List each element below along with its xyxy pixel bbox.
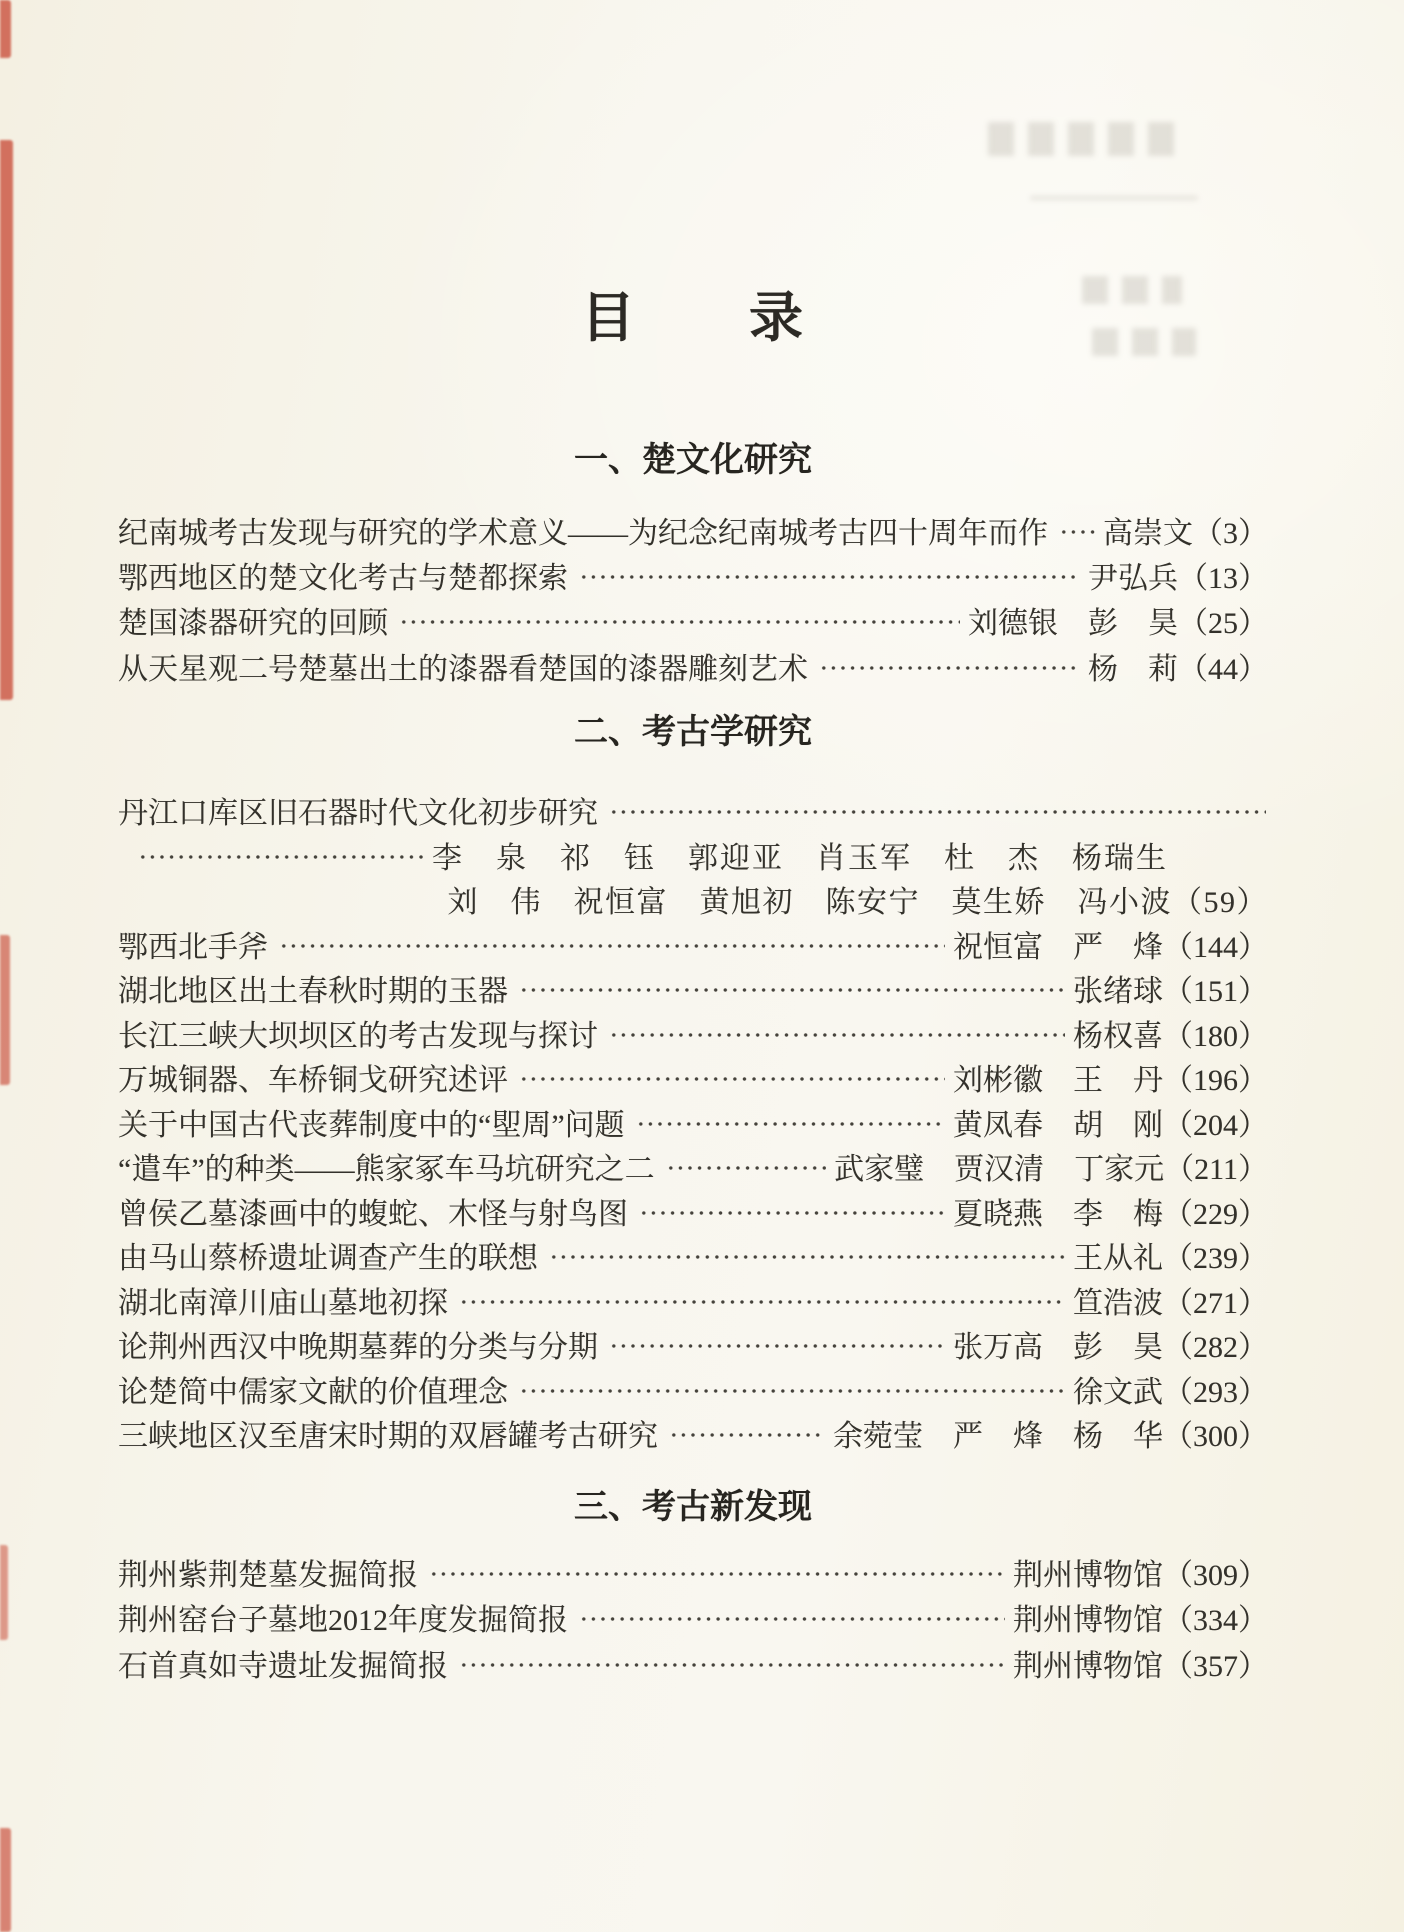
dot-leader [1057, 526, 1095, 538]
toc-entry [118, 788, 1268, 833]
dot-leader [817, 662, 1080, 674]
toc-entry-authors-page: 王从礼（239） [1073, 1242, 1268, 1276]
toc-entry-authors-page: 余菀莹 严 烽 杨 华（300） [833, 1420, 1268, 1454]
dot-leader [517, 984, 1065, 996]
toc-entry-title: 从天星观二号楚墓出土的漆器看楚国的漆器雕刻艺术 [118, 652, 808, 686]
toc-entry [118, 1322, 1268, 1367]
toc-entry-title: 荆州窑台子墓地2012年度发掘简报 [118, 1604, 568, 1638]
toc-entry-title: 论楚简中儒家文献的价值理念 [118, 1375, 508, 1409]
toc-entry-authors-page: 徐文武（293） [1073, 1375, 1268, 1409]
toc-entry-title: 纪南城考古发现与研究的学术意义——为纪念纪南城考古四十周年而作 [118, 516, 1048, 550]
page-title: 目 录 [581, 288, 805, 348]
scan-edge-mark [0, 1828, 11, 1932]
toc-entry-authors-page: 尹弘兵（13） [1088, 562, 1268, 596]
toc-entry [118, 1011, 1268, 1056]
section-rows-3 [118, 1549, 1268, 1686]
dot-leader [136, 851, 424, 863]
toc-content [118, 0, 1268, 1932]
toc-entry-title: 万城铜器、车桥铜戈研究述评 [118, 1064, 508, 1098]
toc-entry [118, 1233, 1268, 1278]
dot-leader [277, 940, 945, 952]
toc-entry-authors-page: 李 泉 祁 钰 郭迎亚 肖玉军 杜 杰 杨瑞生 [432, 841, 1168, 875]
dot-leader [577, 1613, 1005, 1625]
toc-entry-title: 曾侯乙墓漆画中的蝮蛇、木怪与射鸟图 [118, 1197, 628, 1231]
toc-entry-title: 论荆州西汉中晚期墓葬的分类与分期 [118, 1331, 598, 1365]
toc-entry [118, 966, 1268, 1011]
toc-entry-authors-page: 黄凤春 胡 刚（204） [953, 1108, 1268, 1142]
toc-entry [118, 1549, 1268, 1595]
toc-entry-title: 湖北南漳川庙山墓地初探 [118, 1286, 448, 1320]
toc-entry-authors-page: 荆州博物馆（357） [1013, 1649, 1268, 1683]
toc-entry-authors-page: 刘彬徽 王 丹（196） [953, 1064, 1268, 1098]
section-heading-1: 一、楚文化研究 [574, 441, 812, 479]
toc-entry-title: 长江三峡大坝坝区的考古发现与探讨 [118, 1019, 598, 1053]
dot-leader [607, 1340, 945, 1352]
dot-leader [397, 616, 960, 628]
dot-leader [517, 1073, 945, 1085]
toc-entry [118, 1055, 1268, 1100]
toc-entry-title: 荆州紫荆楚墓发掘简报 [118, 1558, 418, 1592]
toc-entry [118, 1100, 1268, 1145]
toc-entry [118, 1367, 1268, 1412]
toc-entry [118, 643, 1268, 688]
toc-entry-authors-page: 张万高 彭 昊（282） [953, 1331, 1268, 1365]
toc-entry-title: 鄂西北手斧 [118, 930, 268, 964]
dot-leader [457, 1296, 1065, 1308]
toc-entry-authors-page: 刘德银 彭 昊（25） [968, 607, 1268, 641]
toc-entry-authors-page: 杨权喜（180） [1073, 1019, 1268, 1053]
toc-entry-title: 楚国漆器研究的回顾 [118, 607, 388, 641]
section-rows-1 [118, 507, 1268, 689]
toc-entry-authors-page: 杨 莉（44） [1088, 652, 1268, 686]
toc-entry [118, 1595, 1268, 1641]
dot-leader [637, 1207, 945, 1219]
dot-leader [517, 1385, 1065, 1397]
toc-entry-title: “遣车”的种类——熊家冢车马坑研究之二 [118, 1153, 655, 1187]
section-heading-2: 二、考古学研究 [574, 713, 812, 751]
toc-entry-title: 三峡地区汉至唐宋时期的双唇罐考古研究 [118, 1420, 658, 1454]
toc-entry-title: 丹江口库区旧石器时代文化初步研究 [118, 797, 598, 831]
toc-entry-title: 湖北地区出土春秋时期的玉器 [118, 975, 508, 1009]
toc-entry-authors-page: 刘 伟 祝恒富 黄旭初 陈安宁 莫生娇 冯小波（59） [447, 886, 1268, 920]
toc-entry-authors-page: 夏晓燕 李 梅（229） [953, 1197, 1268, 1231]
toc-entry [118, 877, 1268, 922]
toc-entry [118, 1411, 1268, 1456]
toc-entry [118, 1189, 1268, 1234]
toc-entry [118, 552, 1268, 597]
toc-entry [118, 1278, 1268, 1323]
dot-leader [607, 1029, 1065, 1041]
scan-edge-mark [0, 0, 11, 58]
toc-entry-authors-page: 武家璧 贾汉清 丁家元（211） [834, 1153, 1268, 1187]
toc-entry [118, 1144, 1268, 1189]
section-rows-2 [118, 788, 1268, 1456]
scan-edge-mark [0, 140, 13, 700]
toc-entry-authors-page: 笪浩波（271） [1073, 1286, 1268, 1320]
section-heading-3: 三、考古新发现 [574, 1488, 812, 1526]
toc-entry-title: 鄂西地区的楚文化考古与楚都探索 [118, 562, 568, 596]
scan-edge-mark [0, 935, 10, 1085]
scan-edge-mark [0, 1545, 8, 1640]
toc-entry-title: 关于中国古代丧葬制度中的“堲周”问题 [118, 1108, 625, 1142]
toc-entry-title: 由马山蔡桥遗址调查产生的联想 [118, 1242, 538, 1276]
toc-entry-authors-page: 荆州博物馆（309） [1013, 1558, 1268, 1592]
toc-entry [118, 507, 1268, 552]
dot-leader [577, 571, 1080, 583]
toc-entry [118, 1640, 1268, 1686]
dot-leader [547, 1251, 1065, 1263]
toc-entry [118, 833, 1268, 878]
dot-leader [667, 1429, 825, 1441]
toc-entry-authors-page: 张绪球（151） [1073, 975, 1268, 1009]
toc-entry [118, 922, 1268, 967]
dot-leader [427, 1568, 1005, 1580]
toc-entry [118, 598, 1268, 643]
toc-entry-authors-page: 高崇文（3） [1103, 516, 1268, 550]
dot-leader [457, 1659, 1005, 1671]
toc-entry-authors-page: 祝恒富 严 烽（144） [953, 930, 1268, 964]
dot-leader [634, 1118, 945, 1130]
dot-leader [607, 806, 1266, 818]
toc-entry-authors-page: 荆州博物馆（334） [1013, 1604, 1268, 1638]
dot-leader [664, 1162, 826, 1174]
toc-entry-title: 石首真如寺遗址发掘简报 [118, 1649, 448, 1683]
